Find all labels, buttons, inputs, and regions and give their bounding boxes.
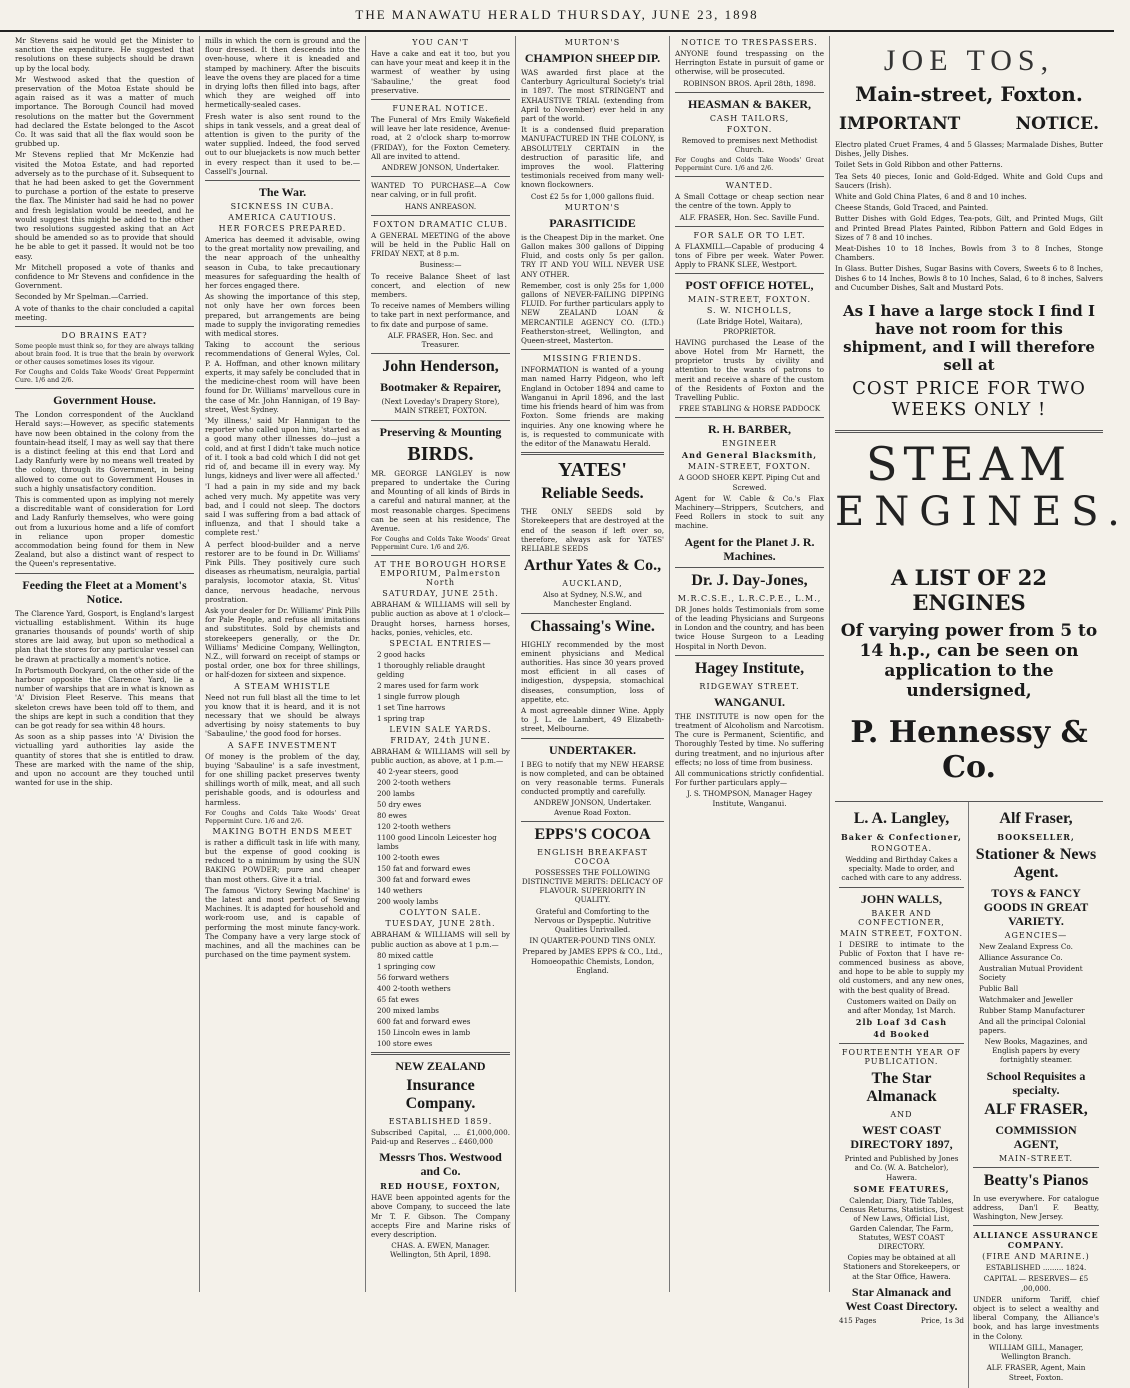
intro-para-3: Mr Stevens replied that Mr McKenzie had visited the Motoa Estate, and had reported adversely as to the purchase of it. Subsequent to that he had been asked to get the Government to purchase a portion of the estate to preserve the flax. The Minister had said he had no power and fresh legislation would be needed, and he would suggest this might be added to the other two resolutions suggested asking that an Act should be amended so as to provide that should he be able to get it passed. It would not be too easy. [15, 150, 194, 261]
missing-heading: MISSING FRIENDS. [543, 354, 642, 364]
divider [521, 613, 664, 614]
cant-text: Have a cake and eat it too, but you can have your meat and keep it in the warmest of weather by using 'Sabauline,' the great food preservative. [371, 49, 510, 95]
fraser-sub: BOOKSELLER, [997, 832, 1075, 843]
brains-heading: DO BRAINS EAT? [61, 331, 148, 341]
intro-para-1: Mr Stevens said he would get the Minister to sanction the expenditure. He suggested that resolutions on these subjects should be drawn up by the local body. [15, 36, 194, 73]
special-item: 1 single furrow plough [377, 691, 460, 701]
masthead: THE MANAWATU HERALD THURSDAY, JUNE 23, 1898 [0, 0, 1114, 32]
post-office-text-2: FREE STABLING & HORSE PADDOCK [678, 404, 821, 414]
coughs-ad: For Coughs and Colds Take Woods' Great Peppermint Cure. 1/6 and 2/6. [15, 368, 194, 385]
divider [675, 655, 824, 656]
post-office-name: S. W. NICHOLLS, [706, 306, 793, 316]
divider [371, 215, 510, 216]
colyton-item: 600 fat and forward ewes [377, 1016, 471, 1026]
red-house-text: HAVE been appointed agents for the above Company, to succeed the late Mr T. F. Gibson. The Company accepts Fire and Marine risks of every description. [371, 1193, 510, 1239]
joe-item: In Glass. Butter Dishes, Sugar Basins with Covers, Sweets 6 to 8 Inches, Dishes 6 to 14 Inches, Bowls 8 to 10 Inches, Salad, 6 to 8 inches, Salvers and Cucumber Dishes, Salt and Mustard Pots. [835, 264, 1103, 292]
club-signature: ALF. FRASER, Hon. Sec. and Treasurer. [387, 330, 494, 350]
post-office-sub: MAIN-STREET, FOXTON. [687, 295, 812, 305]
alliance-capital: CAPITAL — RESERVES— £5 ,00,000. [983, 1274, 1089, 1293]
wine-text-2: A most agreeable dinner Wine. Apply to J. L. de Lambert, 49 Elizabeth-street, Melbourne. [521, 705, 664, 734]
divider [675, 226, 824, 227]
funeral-text: The Funeral of Mrs Emily Wakefield will leave her late residence, Avenue-road, at 2 o'clock sharp to-morrow (FRIDAY), for the Foxton Cemetery. All are invited to attend. [371, 115, 510, 161]
henderson-address: (Next Loveday's Drapery Store), MAIN STREET, FOXTON. [381, 397, 500, 416]
birds-text: MR. GEORGE LANGLEY is now prepared to undertake the Curing and Mounting of all kinds of Birds in a careful and natural manner, at the most reasonable charges. Specimens can be seen at his residence, The Avenue. [371, 468, 510, 533]
star-pages-price [839, 1316, 964, 1325]
birds-heading: Preserving & Mounting [379, 424, 502, 439]
fraser-big-3: ALF FRASER, [984, 1100, 1088, 1118]
war-para-4: 'My illness,' said Mr Hannigan to the reporter who called upon him, 'started as a good many other illnesses do—just a cold, and at first I didn't take much notice of it. I took a bad cold which I did not get rid of, and became ill in every way. My lungs, kidneys and liver were all affected.' [205, 415, 360, 481]
war-para-7: Ask your dealer for Dr. Williams' Pink Pills for Pale People, and refuse all imitations and substitutes. Sold by chemists and storekeepers generally, or the Dr. Williams' Medicine Company, Wellington, N.Z., will forward on receipt of stamps or postal order, one box for three shillings, or half-dozen for sixteen and sixpence. [205, 605, 360, 680]
colyton-item: 200 mixed lambs [377, 1005, 439, 1015]
walls-big: JOHN WALLS, [860, 891, 943, 906]
sale-heading: FOR SALE OR TO LET. [693, 230, 806, 240]
funeral-heading: FUNERAL NOTICE. [392, 104, 489, 114]
walls-text-2: Customers waited on Daily on and after Monday, 1st March. [846, 996, 957, 1016]
planet-heading: Agent for the Planet J. R. Machines. [684, 534, 815, 563]
levin-text: ABRAHAM & WILLIAMS will sell by public auction, as above, at 1 p.m.— [371, 746, 510, 766]
feeding-heading: Feeding the Fleet at a Moment's Notice. [22, 577, 187, 606]
column-3 [366, 36, 516, 1292]
walls-booked: 4d Booked [873, 1029, 930, 1040]
joe-stock-text: As I have a large stock I find I have not room for this shipment, and I will therefore sell at [842, 302, 1096, 375]
star-price: Price, 1s 3d [920, 1315, 964, 1325]
hagey-big: Hagey Institute, [694, 659, 805, 677]
special-heading: SPECIAL ENTRIES— [389, 638, 492, 648]
fraser-agency-item: Rubber Stamp Manufacturer [979, 1006, 1085, 1016]
red-house-signature: CHAS. A. EWEN, Manager. Wellington, 5th April, 1898. [390, 1241, 491, 1260]
divider [371, 353, 510, 354]
levin-item: 150 fat and forward ewes [377, 864, 471, 874]
trespass-text: ANYONE found trespassing on the Herrington Estate in pursuit of game or otherwise, will be prosecuted. [675, 49, 824, 77]
star-printed: Printed and Published by Jones and Co. (W. A. Batchelor), Hawera. [844, 1154, 959, 1182]
divider [371, 176, 510, 177]
important-word: IMPORTANT [839, 114, 961, 134]
day-jones-text: DR Jones holds Testimonials from some of the leading Physicians and Surgeons in London and the country, and has been twice House Surgeon to a Leading Hospital in North Devon. [675, 604, 824, 651]
engines-heading: ENGINES. [835, 489, 1130, 536]
divider [675, 176, 824, 177]
cant-heading: YOU CAN'T [412, 38, 469, 47]
star-big: The Star Almanack [866, 1070, 937, 1106]
hagey-text: THE INSTITUTE is now open for the treatment of Alcoholism and Narcotism. The cure is Permanent, Scientific, and Thoroughly Tested by time. No suffering during treatment, and no injurious after effects; no loss of time from business. [675, 711, 824, 767]
walls-text: I DESIRE to intimate to the Public of Foxton that I have re-commenced business as above, and hope to be able to supply my old customers, and any new ones, with the best quality of Bread. [839, 939, 964, 995]
levin-item: 200 lambs [377, 789, 415, 799]
levin-item: 80 ewes [377, 811, 407, 821]
fraser-big-2: Stationer & News Agent. [975, 846, 1097, 882]
special-item: 2 mares used for farm work [377, 680, 479, 690]
intro-para-2: Mr Westwood asked that the question of preservation of the Motoa Estate should be again raised as it was a matter of much importance. The Borough Council had moved resolutions on the matter but the Government had declared the Estate belonged to the Ascot Co. It was said that all the flax would soon be grubbed up. [15, 74, 194, 149]
arthur-yates-sub: AUCKLAND, [562, 579, 623, 589]
wanted-text: A Small Cottage or cheap section near the centre of the town. Apply to [675, 192, 824, 211]
bottom-left [835, 802, 969, 1388]
beatty-pianos: Beatty's Pianos [983, 1171, 1089, 1189]
trespass-heading: NOTICE TO TRESPASSERS. [681, 38, 818, 47]
arthur-yates-address: Also at Sydney, N.S.W., and Manchester England. [543, 590, 642, 609]
divider [521, 349, 664, 350]
hennessy-name: P. Hennessy & Co. [850, 715, 1088, 786]
war-para-6: A perfect blood-builder and a nerve restorer are to be found in Dr. Williams' Pink Pills. They positively cure such diseases as rheumatism, neuralgia, partial paralysis, locomotor ataxia, St. Vitus' dance, nervous headache, nervous prostration. [205, 539, 360, 604]
fraser-agency-item: And all the principal Colonial papers. [979, 1017, 1086, 1036]
barber-sub-2: And General Blacksmith, [681, 450, 818, 461]
colyton-item: 1 springing cow [377, 961, 436, 971]
divider [521, 452, 664, 455]
barber-address: MAIN-STREET, FOXTON. [687, 462, 812, 472]
fraser-agency-item: Public Ball [979, 984, 1019, 994]
colyton-heading: COLYTON SALE. [399, 908, 482, 918]
levin-item: 200 2-tooth wethers [377, 778, 451, 788]
undertaker-text: I BEG to notify that my NEW HEARSE is now completed, and can be obtained on very reasonable terms. Funerals conducted promptly and carefully. [521, 759, 664, 797]
alliance-agent: ALF. FRASER, Agent, Main Street, Foxton. [986, 1363, 1086, 1382]
alliance-signature: WILLIAM GILL, Manager, Wellington Branch. [988, 1342, 1084, 1362]
joe-tos-heading: JOE TOS, [883, 44, 1055, 77]
divider [205, 180, 360, 181]
special-item: 1 spring trap [377, 713, 425, 723]
heasman-big: HEASMAN & BAKER, [687, 96, 811, 111]
gov-para-1: The London correspondent of the Auckland Herald says:—However, as specific statements have now been obtained in the colony from the fountain-head itself, I may as well say that there is a distinct feeling at this end that Lord and Lady Ranfurly were by no means well treated by the colony, through its Government, in being allowed to come out to Government Houses in such a highly unsatisfactory condition. [15, 410, 194, 493]
heasman-address: FOXTON. [726, 124, 773, 134]
langley-big: L. A. Langley, [853, 810, 950, 828]
star-features: Calendar, Diary, Tide Tables, Census Returns, Statistics, Digest of New Laws, Official List, Garden Calendar, The Farm, Statutes, WEST COAST DIRECTORY. [839, 1195, 964, 1251]
wanted-heading: WANTED. [725, 181, 774, 191]
yates-heading: YATES' [558, 459, 627, 482]
levin-date: FRIDAY, 24th JUNE. [390, 735, 491, 745]
bottom-split [835, 801, 1103, 1388]
post-office-late: (Late Bridge Hotel, Waitara), PROPRIETOR. [696, 317, 803, 336]
special-item: 2 good hacks [377, 649, 425, 659]
colyton-date: TUESDAY, JUNE 28th. [385, 919, 496, 929]
star-directory: WEST COAST DIRECTORY 1897, [850, 1123, 953, 1152]
column-2 [200, 36, 366, 1292]
lead-para-2: Fresh water is also sent round to the ships in tank vessels, and a great deal of attention is given to the purity of the water supplied. Indeed, the food served out to our bluejackets is now much better in every respect than it used to be.—Cassell's Journal. [205, 111, 360, 176]
levin-item: 300 fat and forward ewes [377, 875, 471, 885]
langley-town: RONGOTEA. [870, 844, 933, 854]
wanted-signature: HANS ANREASON. [404, 201, 477, 211]
levin-item: 50 dry ewes [377, 800, 422, 810]
walls-loaf: 2lb Loaf 3d Cash [855, 1017, 948, 1028]
sunbeam-text: is rather a difficult task in life with many, but the expense of good cooking is reduced to a minimum by using the SUN BAKING POWDER; pure and cheaper than most others. Give it a trial. [205, 837, 360, 884]
heasman-text: Removed to premises next Methodist Church. [681, 135, 818, 155]
war-heading: The War. [258, 185, 307, 200]
coughs-ad: For Coughs and Colds Take Woods' Great Peppermint Cure. 1/6 and 2/6. [675, 156, 824, 173]
birds-big: BIRDS. [407, 442, 474, 465]
fraser-toys: TOYS & FANCY GOODS IN GREAT VARIETY. [983, 886, 1089, 929]
sale-text: ABRAHAM & WILLIAMS will sell by public auction as above at 1 o'clock— Draught horses, harness horses, hacks, ponies, vehicles, etc. [371, 600, 510, 637]
barber-sub: ENGINEER [721, 439, 778, 449]
wine-big: Chassaing's Wine. [530, 617, 655, 635]
walls-address: MAIN STREET, FOXTON. [839, 928, 964, 938]
important-notice-banner [839, 114, 1099, 134]
levin-heading: LEVIN SALE YARDS. [389, 724, 492, 734]
hagey-text-2: All communications strictly confidential. For further particulars apply— [675, 768, 824, 788]
alliance-sub: (FIRE AND MARINE.) [982, 1252, 1090, 1262]
divider [371, 420, 510, 421]
divider [973, 1225, 1099, 1226]
colyton-item: 80 mixed cattle [377, 950, 434, 960]
fraser-agency-item: New Zealand Express Co. [979, 942, 1073, 952]
club-heading: FOXTON DRAMATIC CLUB. [372, 219, 509, 229]
coughs-ad: For Coughs and Colds Take Woods' Great Peppermint Cure. 1/6 and 2/6. [371, 535, 510, 552]
joe-item: Electro plated Cruet Frames, 4 and 5 Glasses; Marmalade Dishes, Butter Dishes, Jelly Dishes. [835, 140, 1103, 159]
divider [521, 821, 664, 822]
nz-insurance-heading: NEW ZEALAND [395, 1058, 486, 1073]
murton-text: WAS awarded first place at the Canterbury Agricultural Society's trial in 1897. The most STRINGENT and EXHAUSTIVE TRIAL (extending from April to November) ever held in any part of the world. [521, 68, 664, 124]
levin-item: 1100 good Lincoln Leicester hog lambs [377, 833, 497, 852]
divider [15, 326, 194, 327]
levin-item: 40 2-year steers, good [377, 767, 459, 777]
engines-vary-text: Of varying power from 5 to 14 h.p., can be seen on application to the undersigned, [840, 621, 1098, 702]
funeral-signature: ANDREW JONSON, Undertaker. [381, 163, 500, 173]
murton-heading: MURTON'S [564, 38, 621, 47]
commission-agent: COMMISSION AGENT, [995, 1122, 1077, 1151]
divider [675, 92, 824, 93]
red-house-heading: RED HOUSE, FOXTON, [380, 1181, 501, 1192]
fraser-agencies: AGENCIES— [1004, 931, 1068, 941]
barber-text: A GOOD SHOER KEPT. Piping Cut and Screwed. [678, 473, 821, 492]
post-office-text: HAVING purchased the Lease of the above Hotel from Mr Harnett, the proprietor trusts by civility and attention to the wants of patrons to merit and receive a share of the custom of the Residents of Foxton and the Travelling Public. [675, 337, 824, 403]
wine-text: HIGHLY recommended by the most eminent physicians and Medical authorities. Has since 30 years proved most efficient in all cases of indigestion, dyspepsia, stomachical diseases, consumption, loss of appetite, etc. [521, 639, 664, 704]
divider [839, 1043, 964, 1044]
sunbeam-heading: MAKING BOTH ENDS MEET [212, 826, 353, 836]
walls-sub: BAKER AND CONFECTIONER, [858, 908, 945, 927]
arthur-yates-big: Arthur Yates & Co., [523, 557, 662, 575]
brains-text: Some people must think so, for they are always talking about brain food. It is true that the brain by overwork or other causes sometimes loses its vigour. [15, 342, 194, 367]
business-item-1: To receive Balance Sheet of last concert, and election of new members. [371, 271, 510, 300]
club-text: A GENERAL MEETING of the above will be held in the Public Hall on FRIDAY NEXT, at 8 p.m. [371, 230, 510, 259]
lead-para-1: mills in which the corn is ground and the flour dressed. It then descends into the oven-house, where it is kneaded and stamped by machinery. After the biscuits leave the ovens they are placed for a time in drying lofts then filled into bags, after which they are weighed off into hermetically-sealed cases. [205, 36, 360, 110]
special-item: 1 thoroughly reliable draught gelding [377, 660, 486, 679]
feed-para-2: In Portsmouth Dockyard, on the other side of the harbour opposite the Clarence Yard, lie a number of warships that are in what is known as 'A' Division Fleet Reserve. This means that skeleton crews have been told off to them, and the ships are kept in such a condition that they can be got ready for sea within 48 hours. [15, 665, 194, 730]
levin-item: 140 wethers [377, 886, 423, 896]
epps-text: POSSESSES THE FOLLOWING DISTINCTIVE MERITS: DELICACY OF FLAVOUR. SUPERIORITY IN QUALITY. [521, 867, 664, 905]
colyton-item: 65 fat ewes [377, 994, 419, 1004]
epps-text-2: Grateful and Comforting to the Nervous or Dyspeptic. Nutritive Qualities Unrivalled. [534, 906, 651, 934]
war-sub-1: SICKNESS IN CUBA. [230, 202, 335, 212]
undertaker-heading: UNDERTAKER. [548, 742, 637, 757]
westwood-heading: Messrs Thos. Westwood and Co. [379, 1150, 502, 1179]
divider [15, 388, 194, 389]
hagey-sub: RIDGEWAY STREET. [699, 681, 800, 691]
divider [675, 273, 824, 274]
day-jones-sub: M.R.C.S.E., L.R.C.P.E., L.M., [677, 593, 822, 603]
machine-text: The famous 'Victory Sewing Machine' is the latest and most perfect of Sewing Machines. It is adapted for household and work-room use, and is capable of performing the most minute fancy-work. The Company have a very large stock of machines, and all the machines can be purchased on the time payment system. [205, 885, 360, 960]
alliance-established: ESTABLISHED ......... 1824. [985, 1263, 1087, 1273]
para-text-2: Remember, cost is only 25s for 1,000 gallons of NEVER-FAILING DIPPING FLUID. For further particulars apply to NEW ZEALAND LOAN & MERCANTILE AGENCY CO. (LTD.) Featherston-street, Wellington, and Queen-street, Masterton. [521, 280, 664, 346]
trespass-signature: ROBINSON BROS. April 28th, 1898. [683, 78, 816, 88]
levin-item: 200 wooly lambs [377, 897, 439, 907]
war-sub-3: HER FORCES PREPARED. [218, 224, 347, 234]
post-office-big: POST OFFICE HOTEL, [685, 278, 814, 293]
column-6 [830, 36, 1130, 1382]
heasman-sub: CASH TAILORS, [709, 113, 790, 123]
vote-of-thanks: A vote of thanks to the chair concluded a capital meeting. [15, 303, 194, 322]
list-22-heading: A LIST OF 22 ENGINES [890, 565, 1048, 616]
star-small: FOURTEENTH YEAR OF PUBLICATION. [841, 1048, 962, 1067]
war-para-1: America has deemed it advisable, owing to the great mortality now prevailing, and the near approach of the unhealthy season in Cuba, to take precautionary measures for safeguarding the health of her forces engaged there. [205, 235, 360, 291]
alliance-text: UNDER uniform Tariff, chief object is to select a wealthy and liberal Company, the Alliance's book, and has large investments in the Colony. [973, 1294, 1099, 1341]
langley-sub: Baker & Confectioner, [841, 832, 962, 843]
levin-item: 100 2-tooth ewes [377, 853, 440, 863]
divider [371, 555, 510, 556]
columns [10, 36, 1130, 1382]
epps-text-4: Prepared by JAMES EPPS & CO., Ltd., Homoeopathic Chemists, London, England. [522, 947, 663, 975]
epps-big: EPPS'S COCOA [534, 825, 651, 843]
seconded: Seconded by Mr Spelman.—Carried. [15, 292, 149, 302]
star-copies: Copies may be obtained at all Stationers and Storekeepers, or at the Star Office, Hawera. [843, 1253, 960, 1281]
invest-text: Of money is the problem of the day, buying 'Sabauline' is a safe investment, for one shilling packet preserves twenty shillings worth of milk, meat, and all such perishable goods, and is odourless and harmless. [205, 751, 360, 807]
notice-word: NOTICE. [1015, 114, 1099, 134]
colyton-item: 100 store ewes [377, 1038, 433, 1048]
joe-tos-sub: Main-street, Foxton. [855, 82, 1083, 106]
sale-heading: AT THE BOROUGH HORSE EMPORIUM, Palmerston North [374, 560, 507, 588]
barber-text-2: Agent for W. Cable & Co.'s Flax Machinery—Strippers, Scutchers, and Feed Rollers in stock to suit any machine. [675, 493, 824, 531]
gov-house-heading: Government House. [53, 393, 156, 408]
fraser-agency-item: Watchmaker and Jeweller [979, 995, 1073, 1005]
henderson-heading: John Henderson, [382, 358, 499, 376]
fraser-agency-item: Alliance Assurance Co. [979, 953, 1063, 963]
gov-para-2: This is commented upon as implying not merely a discreditable want of consideration for Lord and Lady Ranfurly themselves, who were going out from a luxurious home and a life of comfort in reliance upon proper domestic accommodation being found for them in New Zealand, but also a distinct want of respect to the Queen's representative. [15, 494, 194, 569]
joe-item: White and Gold China Plates, 6 and 8 and 10 inches. [835, 192, 1027, 202]
hagey-town: WANGANUI. [713, 694, 785, 709]
divider [839, 887, 964, 888]
nz-insurance-est: ESTABLISHED 1859. [388, 1116, 493, 1126]
sale-text: A FLAXMILL—Capable of producing 4 tons of Fibre per week. Water Power. Apply to FRANK SLEE, Westport. [675, 241, 824, 270]
divider [521, 738, 664, 739]
murton-big: CHAMPION SHEEP DIP. [524, 51, 661, 65]
wanted-signature: ALF. FRASER, Hon. Sec. Saville Fund. [679, 212, 820, 222]
fraser-big: Alf Fraser, [999, 810, 1073, 828]
whistle-heading: A STEAM WHISTLE [234, 681, 331, 691]
divider [973, 1167, 1099, 1168]
epps-sub: ENGLISH BREAKFAST COCOA [537, 847, 648, 866]
yates-text: THE ONLY SEEDS sold by Storekeepers that are destroyed at the end of the season if left over so, therefore, always ask for YATES' RELIABLE SEEDS [521, 507, 664, 553]
yates-big: Reliable Seeds. [541, 485, 644, 503]
divider [675, 567, 824, 568]
colyton-item: 400 2-tooth wethers [377, 983, 451, 993]
joe-item: Tea Sets 40 pieces, Ionic and Gold-Edged. White and Gold Cups and Saucers (Irish). [835, 171, 1103, 190]
column-4 [516, 36, 670, 1292]
murton-text-2: It is a condensed fluid preparation MANUFACTURED IN THE COLONY, is ABSOLUTELY CERTAIN in the destruction of parasitic life, and improves the wool. Flattering testimonials received from many well-known flockowners. [521, 125, 664, 190]
sale-date: SATURDAY, JUNE 25th. [382, 589, 499, 599]
colyton-item: 150 Lincoln ewes in lamb [377, 1027, 471, 1037]
undertaker-signature: ANDREW JONSON, Undertaker. Avenue Road Foxton. [533, 798, 652, 817]
war-para-5: 'I had a pain in my side and my back ached very much. My appetite was very bad, and I could not sleep. The doctors said I was suffering from a bad attack of influenza, and that I should take a complete rest.' [205, 482, 360, 538]
joe-item: Butter Dishes with Gold Edges, Tea-pots, Gilt, and Printed Mugs, Gilt and Printed Bread Plates Painted, Ribbon Pattern and Gold Edges in Sizes of 7 8 and 10 inches. [835, 214, 1103, 242]
coughs-ad: For Coughs and Colds Take Woods' Great Peppermint Cure. 1/6 and 2/6. [205, 808, 360, 825]
missing-text: INFORMATION is wanted of a young man named Harry Pidgeon, who left England in October 1894 and came to Wanganui in April 1896, and the last time his friends heard of him was from Foxton. Some friends are making inquiries. Any one knowing where he is, is requested to communicate with the editor of the Manawatu Herald. [521, 365, 664, 448]
hagey-signature: J. S. THOMPSON, Manager Hagey Institute, Wanganui. [686, 789, 813, 808]
business-heading: Business:— [419, 260, 462, 270]
feed-para-1: The Clarence Yard, Gosport, is England's largest victualling establishment. Within its huge granaries thousands of pounds' worth of ship stores are laid away, but upon so methodical a plan that the stores for any particular vessel can be drawn at practically a moment's notice. [15, 608, 194, 664]
langley-text: Wedding and Birthday Cakes a specialty. Made to order, and cached with care to any address. [841, 855, 962, 883]
war-sub-2: AMERICA CAUTIOUS. [228, 213, 337, 223]
para-big: PARASITICIDE [549, 215, 636, 230]
nz-insurance-big: Insurance Company. [405, 1076, 476, 1112]
divider [675, 417, 824, 418]
henderson-sub: Bootmaker & Repairer, [380, 380, 501, 395]
wanted-text: WANTED TO PURCHASE—A Cow near calving, or in full profit. [371, 181, 510, 200]
invest-heading: A SAFE INVESTMENT [227, 740, 338, 750]
beatty-text: In use everywhere. For catalogue address, Dan'l F. Beatty, Washington, New Jersey. [973, 1193, 1099, 1222]
star-bottom: Star Almanack and West Coast Directory. [845, 1284, 958, 1313]
bottom-right [969, 802, 1103, 1388]
nz-insurance-capital: Subscribed Capital, ... £1,000,000. Paid-up and Reserves .. £460,000 [371, 1127, 510, 1146]
colyton-text: ABRAHAM & WILLIAMS will sell by public auction as above at 1 p.m.— [371, 930, 510, 949]
day-jones-big: Dr. J. Day-Jones, [691, 571, 808, 589]
divider [835, 430, 1103, 433]
fraser-agency-item: Australian Mutual Provident Society [979, 964, 1083, 983]
colyton-item: 56 forward wethers [377, 972, 449, 982]
divider [371, 99, 510, 100]
star-and: AND [890, 1110, 913, 1120]
joe-item: Cheese Stands, Gold Traced, and Painted. [835, 203, 989, 213]
star-features-heading: SOME FEATURES, [853, 1183, 950, 1194]
star-pages: 415 Pages [839, 1315, 877, 1325]
whistle-text: Need not run full blast all the time to let you know that it is heard, and it is not necessary that we should be always advertising by noisy statements to buy 'Sabauline,' the good food for horses. [205, 692, 360, 739]
business-item-2: To receive names of Members willing to take part in next performance, and to fix date and purpose of same. [371, 301, 510, 329]
column-1 [10, 36, 200, 1292]
levin-item: 120 2-tooth wethers [377, 822, 451, 832]
joe-item: Meat-Dishes 10 to 18 Inches, Bowls from 3 to 8 Inches, Stonge Chambers. [835, 244, 1103, 263]
commission-address: MAIN-STREET. [998, 1153, 1074, 1163]
resolution: Mr Mitchell proposed a vote of thanks and confidence to Mr Stevens and confidence in the Government. [15, 262, 194, 291]
joe-item: Toilet Sets in Gold Ribbon and other Patterns. [835, 160, 1003, 170]
epps-text-3: IN QUARTER-POUND TINS ONLY. [529, 936, 656, 946]
war-para-3: Taking to account the serious recommendations of General Wyles, Col. P. A. Hoffman, and other known military experts, it may safely be concluded that in the medicine-chest room will have been found for Dr. Williams' marvellous cure in the case of Mr. John Hannigan, of 19 Bay-street, West Sydney. [205, 340, 360, 414]
para-text: is the Cheapest Dip in the market. One Gallon makes 300 gallons of Dipping Fluid, and costs only 5s per gallon. TRY IT AND YOU WILL NEVER USE ANY OTHER. [521, 232, 664, 279]
barber-big: R. H. BARBER, [707, 422, 791, 437]
murton-cost: Cost £2 5s for 1,000 gallons fluid. [530, 191, 655, 201]
joe-cost-price: COST PRICE FOR TWO WEEKS ONLY ! [852, 378, 1086, 421]
feed-para-3: As soon as a ship passes into 'A' Division the victualling yard authorities lay aside the quantity of stores that she is entitled to draw. These are marked with the name of the ship, and upon no account are they touched until wanted for use in the ship. [15, 732, 194, 788]
divider [371, 1052, 510, 1055]
para-heading: MURTON'S [564, 202, 621, 212]
alliance-heading: ALLIANCE ASSURANCE COMPANY. [973, 1230, 1099, 1251]
school-requisites: School Requisites a specialty. [986, 1068, 1086, 1097]
special-item: 1 set Tine harrows [377, 702, 446, 712]
column-5 [670, 36, 830, 1292]
war-para-2: As showing the importance of this step, not only have her own forces been prepared, but arrangements are being made to supply the invigorating remedies with medical stores. [205, 292, 360, 339]
steam-heading: STEAM [865, 437, 1073, 492]
divider [15, 573, 194, 574]
fraser-news: New Books, Magazines, and English papers by every fortnightly steamer. [984, 1037, 1088, 1065]
